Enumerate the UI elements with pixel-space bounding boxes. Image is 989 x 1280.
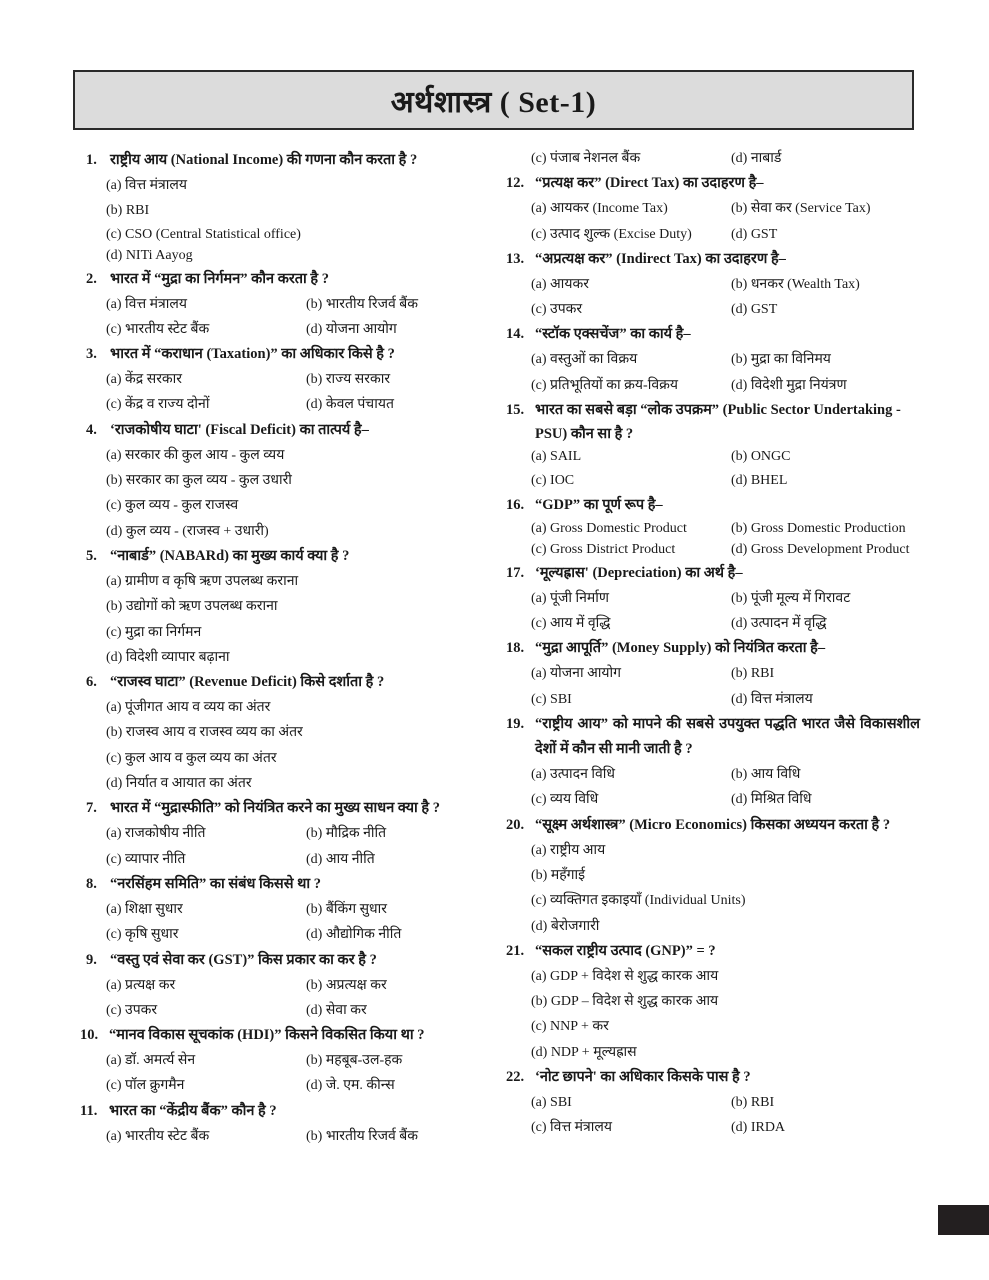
option: (d) सेवा कर (306, 1002, 367, 1018)
question-text: “राष्ट्रीय आय” को मापने की सबसे उपयुक्त पद्धति भारत जैसे विकासशील देशों में कौन सी मानी जाती है ? (535, 716, 920, 758)
option: (b) आय विधि (731, 767, 801, 783)
option: (c) CSO (Central Statistical office) (106, 226, 301, 242)
option: (d) NDP + मूल्यह्रास (531, 1044, 637, 1060)
option: (a) भारतीय स्टेट बैंक (106, 1128, 210, 1144)
option: (a) ग्रामीण व कृषि ऋण उपलब्ध कराना (106, 573, 299, 589)
option: (d) NITi Aayog (106, 248, 193, 264)
question-number: 6. (86, 674, 97, 691)
question-number: 22. (506, 1069, 525, 1086)
option: (c) कुल व्यय - कुल राजस्व (106, 498, 239, 514)
question-text: “राजस्व घाटा” (Revenue Deficit) किसे दर्शाता है ? (110, 674, 385, 691)
option: (b) उद्योगों को ऋण उपलब्ध कराना (106, 599, 278, 615)
question-15 (506, 398, 920, 493)
option: (c) केंद्र व राज्य दोनों (106, 397, 210, 413)
option: (b) सेवा कर (Service Tax) (731, 201, 871, 217)
option: (c) कुल आय व कुल व्यय का अंतर (106, 750, 277, 766)
option: (c) उपकर (106, 1002, 158, 1018)
left-column (80, 148, 496, 1149)
option: (a) प्रत्यक्ष कर (106, 977, 176, 993)
option: (b) भारतीय रिजर्व बैंक (306, 1128, 419, 1144)
option: (a) GDP + विदेश से शुद्ध कारक आय (531, 968, 719, 984)
question-text: भारत में “कराधान (Taxation)” का अधिकार किसे है ? (110, 346, 395, 363)
option: (d) GST (731, 302, 778, 318)
question-text: भारत का “केंद्रीय बैंक” कौन है ? (109, 1102, 277, 1119)
question-14 (506, 322, 920, 398)
question-11 (80, 1099, 496, 1149)
question-text: “प्रत्यक्ष कर” (Direct Tax) का उदाहरण है– (535, 175, 764, 192)
option: (c) NNP + कर (531, 1019, 609, 1035)
question-number: 15. (506, 402, 525, 419)
question-number: 16. (506, 496, 525, 513)
question-4 (86, 418, 496, 544)
question-text: “सूक्ष्म अर्थशास्त्र” (Micro Economics) किसका अध्ययन करता है ? (535, 816, 891, 833)
question-number: 2. (86, 270, 97, 287)
option: (d) विदेशी मुद्रा नियंत्रण (731, 377, 847, 393)
question-number: 5. (86, 547, 97, 564)
option: (d) निर्यात व आयात का अंतर (106, 776, 252, 792)
question-text: ‘राजकोषीय घाटा' (Fiscal Deficit) का तात्पर्य है– (110, 421, 369, 438)
question-6 (86, 670, 496, 796)
option: (a) वस्तुओं का विक्रय (531, 352, 638, 368)
right-column (506, 146, 920, 1141)
option: (c) SBI (531, 691, 572, 707)
option: (a) सरकार की कुल आय - कुल व्यय (106, 447, 285, 463)
option: (c) वित्त मंत्रालय (531, 1120, 612, 1136)
option: (d) मिश्रित विधि (731, 792, 812, 808)
option: (b) ONGC (731, 449, 791, 465)
option: (b) मौद्रिक नीति (306, 826, 387, 842)
option: (b) महँगाई (531, 867, 586, 883)
question-text: “अप्रत्यक्ष कर” (Indirect Tax) का उदाहरण है– (535, 250, 786, 267)
question-1 (86, 148, 496, 267)
option: (a) आयकर (Income Tax) (531, 201, 668, 217)
question-21 (506, 939, 920, 1065)
option: (d) नाबार्ड (731, 151, 782, 166)
question-13 (506, 247, 920, 323)
page-title: अर्थशास्त्र ( Set-1) (390, 85, 597, 119)
question-number: 21. (506, 942, 525, 959)
question-text: भारत का सबसे बड़ा “लोक उपक्रम” (Public Sector Undertaking - PSU) कौन सा है ? (535, 402, 901, 443)
option: (d) योजना आयोग (306, 321, 397, 337)
question-number: 10. (80, 1027, 99, 1044)
option: (b) RBI (731, 666, 775, 682)
option: (b) धनकर (Wealth Tax) (731, 276, 860, 292)
question-12 (506, 171, 920, 247)
question-text: “नरसिंहम समिति” का संबंध किससे था ? (110, 875, 322, 892)
option: (b) राजस्व आय व राजस्व व्यय का अंतर (106, 725, 303, 741)
option: (d) बेरोजगारी (531, 918, 600, 934)
option: (d) औद्योगिक नीति (306, 927, 402, 943)
option: (a) केंद्र सरकार (106, 372, 183, 388)
option: (c) भारतीय स्टेट बैंक (106, 321, 210, 337)
question-text: “वस्तु एवं सेवा कर (GST)” किस प्रकार का कर है ? (110, 951, 377, 968)
question-number: 3. (86, 346, 97, 363)
question-5 (86, 544, 496, 670)
option: (c) आय में वृद्धि (531, 616, 611, 632)
option: (a) योजना आयोग (531, 666, 622, 682)
question-number: 1. (86, 152, 97, 168)
option: (b) राज्य सरकार (306, 372, 391, 388)
option: (b) बैंकिंग सुधार (306, 901, 388, 917)
option: (d) IRDA (731, 1120, 786, 1136)
page-edge-tab (938, 1205, 989, 1235)
option: (b) RBI (731, 1095, 775, 1111)
option: (a) SBI (531, 1095, 572, 1111)
question-11-continued (506, 146, 920, 171)
option: (d) आय नीति (306, 851, 375, 867)
option: (a) राजकोषीय नीति (106, 826, 206, 842)
option: (b) महबूब-उल-हक (306, 1053, 403, 1069)
option: (c) पंजाब नेशनल बैंक (531, 151, 641, 166)
option: (c) उपकर (531, 302, 583, 318)
option: (b) मुद्रा का विनिमय (731, 352, 831, 368)
question-10 (80, 1023, 496, 1099)
question-17 (506, 561, 920, 637)
option: (d) BHEL (731, 472, 788, 488)
option: (d) वित्त मंत्रालय (731, 691, 813, 707)
question-number: 13. (506, 250, 525, 267)
question-number: 11. (80, 1102, 98, 1119)
question-7 (86, 796, 496, 872)
option: (a) Gross Domestic Product (531, 520, 687, 536)
question-19 (506, 712, 920, 813)
option: (b) भारतीय रिजर्व बैंक (306, 296, 419, 312)
question-number: 12. (506, 175, 525, 192)
question-number: 9. (86, 951, 97, 968)
option: (b) पूंजी मूल्य में गिरावट (731, 590, 851, 606)
option: (a) डॉ. अमर्त्य सेन (106, 1053, 196, 1069)
question-number: 18. (506, 640, 525, 657)
option: (a) SAIL (531, 449, 582, 465)
question-text: “नाबार्ड” (NABARd) का मुख्य कार्य क्या है ? (110, 547, 350, 564)
option: (c) IOC (531, 472, 575, 488)
question-number: 20. (506, 816, 525, 833)
question-22 (506, 1065, 920, 1141)
option: (d) विदेशी व्यापार बढ़ाना (106, 649, 230, 665)
question-text: “मानव विकास सूचकांक (HDI)” किसने विकसित किया था ? (109, 1027, 425, 1044)
option: (b) GDP – विदेश से शुद्ध कारक आय (531, 994, 719, 1010)
option: (c) प्रतिभूतियों का क्रय-विक्रय (531, 377, 678, 393)
option: (a) शिक्षा सुधार (106, 901, 183, 917)
option: (d) केवल पंचायत (306, 397, 394, 413)
question-text: “मुद्रा आपूर्ति” (Money Supply) को नियंत्रित करता है– (535, 640, 826, 657)
question-number: 19. (506, 716, 525, 733)
question-number: 14. (506, 326, 525, 343)
question-text: “स्टॉक एक्सचेंज” का कार्य है– (535, 326, 691, 343)
option: (a) पूंजी निर्माण (531, 590, 610, 606)
option: (d) Gross Development Product (731, 542, 910, 558)
question-text: राष्ट्रीय आय (National Income) की गणना कौन करता है ? (110, 152, 418, 168)
option: (c) Gross District Product (531, 542, 676, 558)
option: (d) कुल व्यय - (राजस्व + उधारी) (106, 523, 269, 539)
question-18 (506, 636, 920, 712)
question-8 (86, 872, 496, 948)
option: (c) पॉल क्रुगमैन (106, 1078, 185, 1094)
question-number: 8. (86, 875, 97, 892)
option: (b) Gross Domestic Production (731, 520, 906, 536)
option: (b) सरकार का कुल व्यय - कुल उधारी (106, 473, 292, 489)
question-number: 17. (506, 564, 525, 581)
page-header-box (73, 70, 914, 130)
option: (c) कृषि सुधार (106, 927, 179, 943)
option: (b) अप्रत्यक्ष कर (306, 977, 387, 993)
question-number: 4. (86, 421, 97, 438)
option: (a) पूंजीगत आय व व्यय का अंतर (106, 700, 271, 716)
option: (a) वित्त मंत्रालय (106, 296, 187, 312)
question-text: ‘नोट छापने' का अधिकार किसके पास है ? (535, 1069, 751, 1086)
option: (a) वित्त मंत्रालय (106, 178, 187, 193)
question-3 (86, 342, 496, 418)
option: (c) व्यक्तिगत इकाइयाँ (Individual Units) (531, 893, 746, 909)
question-text: “सकल राष्ट्रीय उत्पाद (GNP)” = ? (535, 942, 716, 959)
option: (a) उत्पादन विधि (531, 767, 615, 783)
question-text: भारत में “मुद्रा का निर्गमन” कौन करता है ? (110, 270, 329, 287)
option: (a) राष्ट्रीय आय (531, 842, 606, 858)
option: (c) व्यय विधि (531, 792, 599, 808)
question-text: ‘मूल्यह्रास' (Depreciation) का अर्थ है– (535, 564, 743, 581)
question-9 (86, 948, 496, 1024)
question-16 (506, 493, 920, 561)
question-number: 7. (86, 800, 97, 817)
question-20 (506, 813, 920, 939)
option: (c) उत्पाद शुल्क (Excise Duty) (531, 226, 692, 242)
option: (c) व्यापार नीति (106, 851, 186, 867)
option: (c) मुद्रा का निर्गमन (106, 624, 202, 640)
option: (a) आयकर (531, 276, 589, 292)
question-2 (86, 267, 496, 343)
question-text: “GDP” का पूर्ण रूप है– (535, 496, 663, 513)
question-text: भारत में “मुद्रास्फीति” को नियंत्रित करने का मुख्य साधन क्या है ? (110, 800, 441, 817)
option: (d) उत्पादन में वृद्धि (731, 616, 827, 632)
option: (d) GST (731, 226, 778, 242)
option: (b) RBI (106, 203, 150, 219)
option: (d) जे. एम. कीन्स (306, 1078, 395, 1094)
